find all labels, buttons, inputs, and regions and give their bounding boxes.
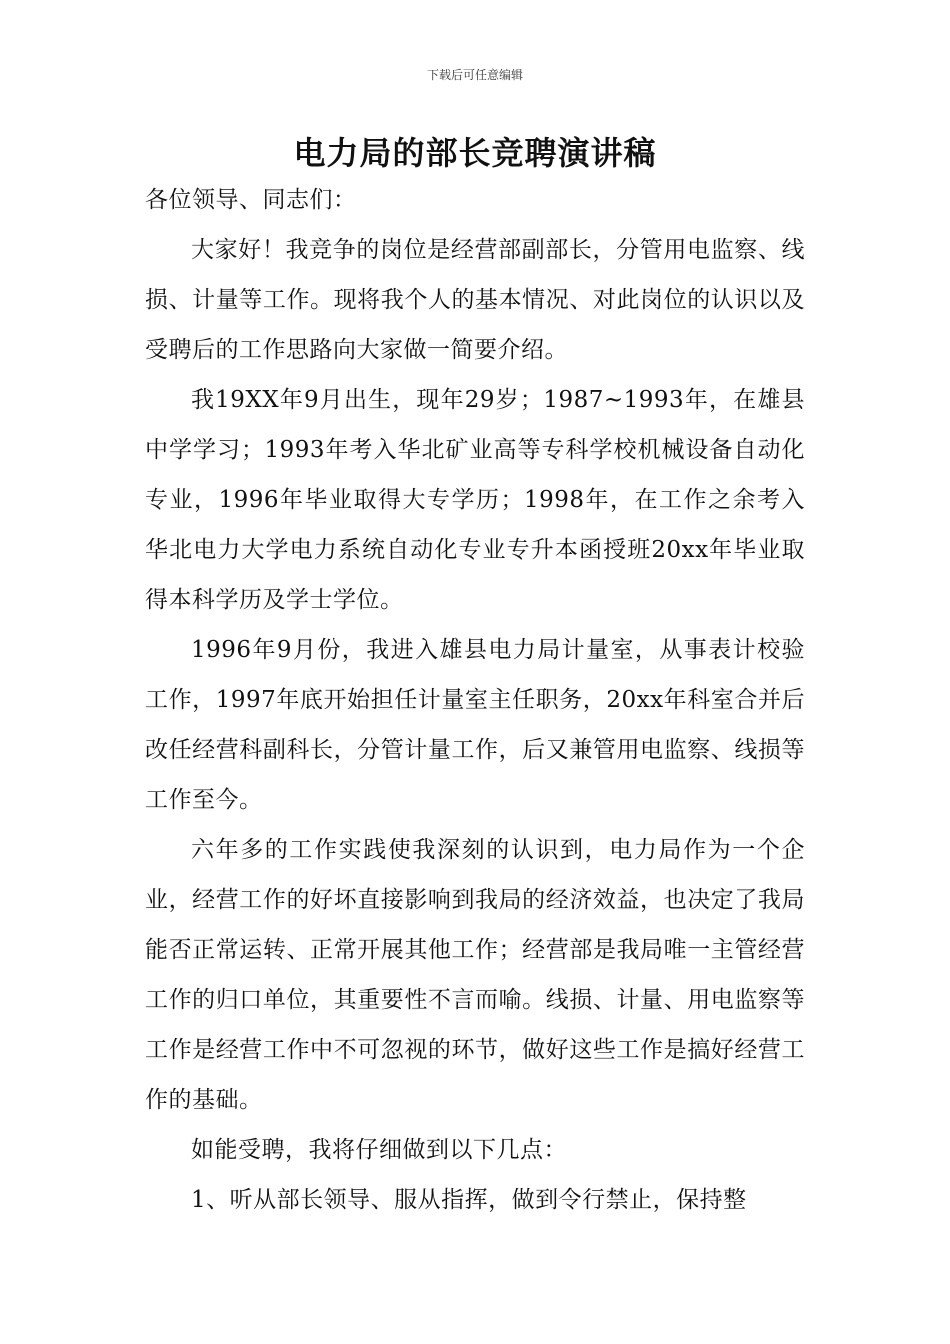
paragraph-plan-intro: 如能受聘，我将仔细做到以下几点： (191, 1137, 567, 1163)
paragraph-intro: 大家好！我竞争的岗位是经营部副部长，分管用电监察、线损、计量等工作。现将我个人的基本情况、对此岗位的认识以及受聘后的工作思路向大家做一简要介绍。 (145, 237, 805, 363)
paragraph-work-history: 1996年9月份，我进入雄县电力局计量室，从事表计校验工作，1997年底开始担任计量室主任职务，20xx年科室合并后改任经营科副科长，分管计量工作，后又兼管用电监察、线损等工作至今。 (145, 637, 805, 813)
document-body (145, 175, 805, 1225)
salutation: 各位领导、同志们： (145, 187, 357, 213)
header-note: 下载后可任意编辑 (426, 68, 523, 82)
paragraph-plan-item-1: 1、听从部长领导、服从指挥，做到令行禁止，保持整 (191, 1187, 747, 1213)
paragraph-background: 我19XX年9月出生，现年29岁；1987~1993年，在雄县中学学习；1993年考入华北矿业高等专科学校机械设备自动化专业，1996年毕业取得大专学历；1998年，在工作之余考入华北电力大学电力系统自动化专业专升本函授班20xx年毕业取得本科学历及学士学位。 (145, 387, 805, 613)
document-title: 电力局的部长竞聘演讲稿 (293, 134, 657, 172)
paragraph-understanding: 六年多的工作实践使我深刻的认识到，电力局作为一个企业，经营工作的好坏直接影响到我局的经济效益，也决定了我局能否正常运转、正常开展其他工作；经营部是我局唯一主管经营工作的归口单位，其重要性不言而喻。线损、计量、用电监察等工作是经营工作中不可忽视的环节，做好这些工作是搞好经营工作的基础。 (145, 837, 805, 1113)
